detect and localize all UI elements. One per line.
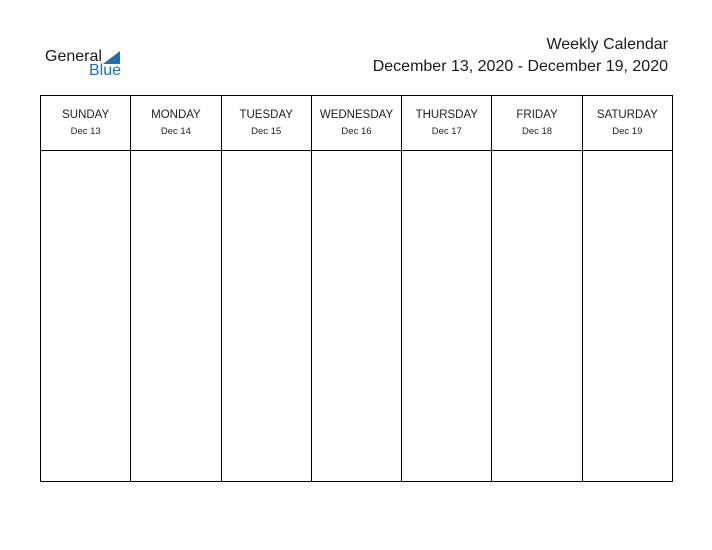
day-date: Dec 18 [521,126,553,137]
day-header [583,96,672,151]
week-grid [40,95,673,482]
logo-text-general: General [45,48,102,65]
day-header [492,96,581,151]
day-name: WEDNESDAY [319,109,394,121]
day-date: Dec 17 [431,126,462,137]
day-column-saturday [583,96,672,481]
logo-text-blue: Blue [89,62,122,79]
day-cell[interactable] [492,151,581,481]
day-header [131,96,220,151]
day-header [41,96,130,151]
day-date: Dec 13 [70,126,101,137]
day-header [312,96,401,151]
day-column-monday [131,96,221,481]
day-column-thursday [402,96,492,481]
day-date: Dec 15 [251,126,282,137]
day-header [222,96,311,151]
day-name: FRIDAY [516,109,558,121]
day-name: MONDAY [151,109,201,121]
day-cell[interactable] [583,151,672,481]
day-column-friday [492,96,582,481]
day-header [402,96,491,151]
day-cell[interactable] [41,151,130,481]
day-name: SATURDAY [596,109,658,121]
day-cell[interactable] [222,151,311,481]
logo [45,47,135,83]
day-name: TUESDAY [239,109,293,121]
date-range: December 13, 2020 - December 19, 2020 [372,58,668,75]
page-title: Weekly Calendar [546,36,668,53]
day-column-sunday [41,96,131,481]
day-column-wednesday [312,96,402,481]
day-date: Dec 14 [160,126,191,137]
day-cell[interactable] [131,151,220,481]
day-column-tuesday [222,96,312,481]
day-name: SUNDAY [62,109,110,121]
day-cell[interactable] [402,151,491,481]
day-name: THURSDAY [415,109,478,121]
day-date: Dec 19 [612,126,643,137]
day-date: Dec 16 [341,126,372,137]
calendar-header [373,35,668,78]
day-cell[interactable] [312,151,401,481]
